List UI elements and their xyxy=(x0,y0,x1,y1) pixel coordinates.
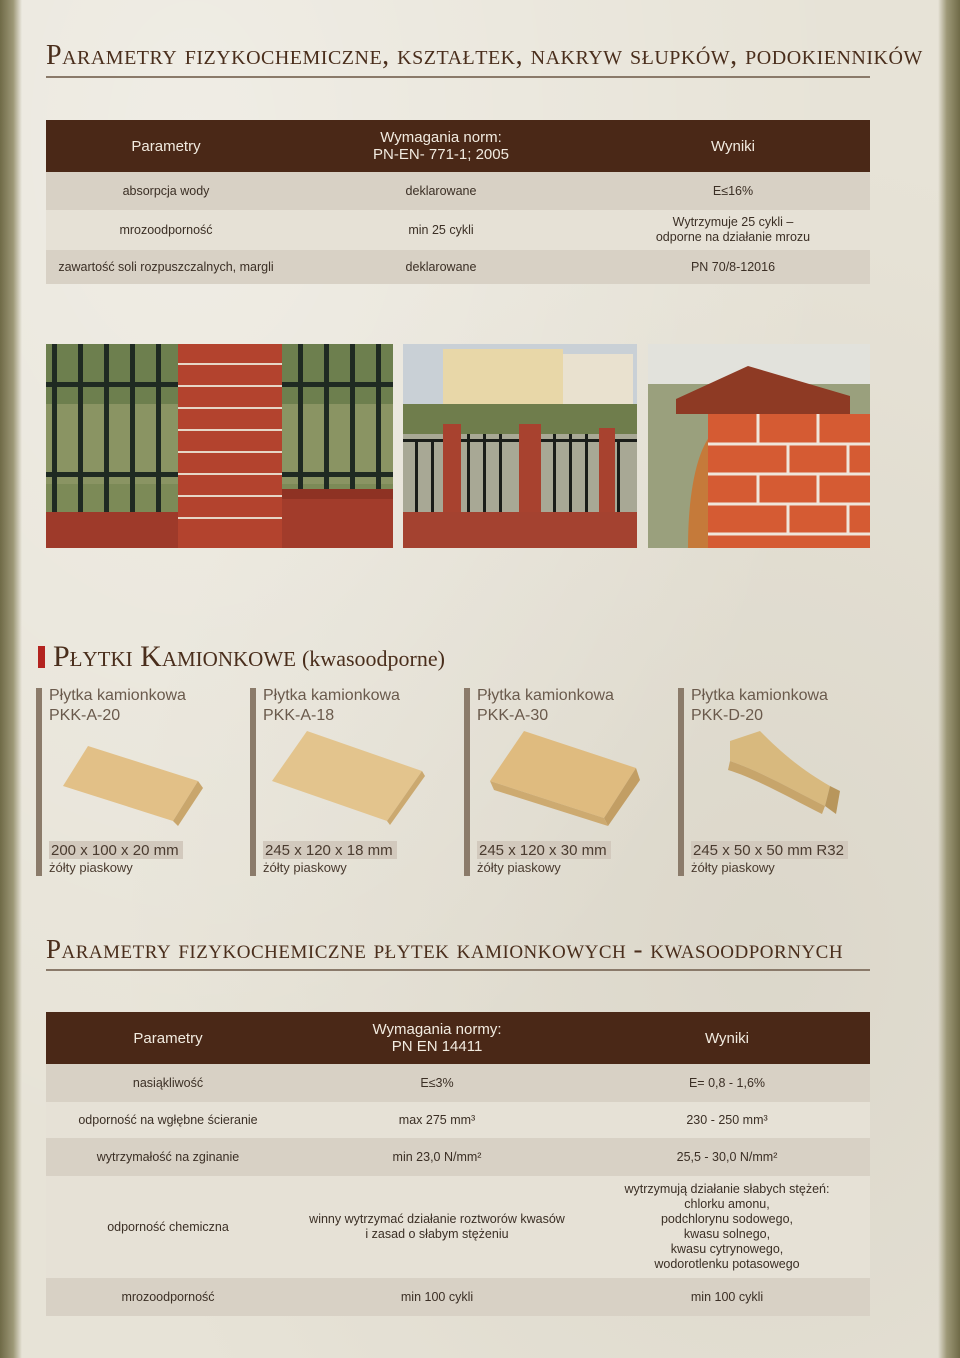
section-title: Płytki Kamionkowe xyxy=(53,640,296,673)
tile-color: żółty piaskowy xyxy=(691,860,775,875)
tile-dimensions: 245 x 120 x 18 mm xyxy=(263,841,397,859)
cell-param: absorpcja wody xyxy=(46,172,286,210)
tile-code: PKK-A-30 xyxy=(477,707,549,724)
right-border-decoration xyxy=(938,0,960,1358)
result-line: wytrzymują działanie słabych stężeń: xyxy=(624,1182,830,1196)
parameters-table-2 xyxy=(46,1012,870,1316)
cell-result: 25,5 - 30,0 N/mm² xyxy=(584,1138,870,1176)
header-wymagania-l1: Wymagania norm: xyxy=(380,129,502,146)
cell-result: E≤16% xyxy=(596,172,870,210)
table-row xyxy=(46,210,870,250)
cell-result: PN 70/8-12016 xyxy=(596,250,870,284)
cell-req: deklarowane xyxy=(286,172,596,210)
cell-param: wytrzymałość na zginanie xyxy=(46,1138,290,1176)
tile-name xyxy=(691,686,828,726)
header-parametry: Parametry xyxy=(46,1012,290,1064)
tile-name-l1: Płytka kamionkowa xyxy=(49,687,186,704)
cell-param: odporność chemiczna xyxy=(46,1176,290,1278)
cell-req: min 23,0 N/mm² xyxy=(290,1138,584,1176)
cell-req: deklarowane xyxy=(286,250,596,284)
header-wymagania-l2: PN EN 14411 xyxy=(391,1038,483,1055)
tile-image xyxy=(486,726,656,826)
tile-image xyxy=(58,726,228,826)
cell-req: min 100 cykli xyxy=(290,1278,584,1316)
cell-req-l1: winny wytrzymać działanie roztworów kwasów xyxy=(309,1212,565,1226)
table-row xyxy=(46,1102,870,1138)
tile-sidebar xyxy=(464,688,470,876)
tile-image xyxy=(700,726,870,826)
header-wymagania xyxy=(286,120,596,172)
cell-param: nasiąkliwość xyxy=(46,1064,290,1102)
tile-color: żółty piaskowy xyxy=(477,860,561,875)
heading-accent-bar xyxy=(38,646,45,668)
tile-dimensions: 245 x 120 x 30 mm xyxy=(477,841,611,859)
result-line: wodorotlenku potasowego xyxy=(654,1257,800,1271)
result-line: podchlorynu sodowego, xyxy=(660,1212,794,1226)
tile-name xyxy=(49,686,186,726)
cell-result-l1: Wytrzymuje 25 cykli – xyxy=(672,215,794,229)
section-heading-3: Parametry fizykochemiczne płytek kamionkowych - kwasoodpornych xyxy=(46,934,870,971)
tile-card-pkk-d-20 xyxy=(678,684,878,880)
tile-name-l1: Płytka kamionkowa xyxy=(691,687,828,704)
tile-name-l1: Płytka kamionkowa xyxy=(477,687,614,704)
tile-code: PKK-D-20 xyxy=(691,707,764,724)
tile-card-pkk-a-20 xyxy=(36,684,236,880)
header-wymagania-l2: PN-EN- 771-1; 2005 xyxy=(373,146,509,163)
tile-color: żółty piaskowy xyxy=(49,860,133,875)
header-wymagania-l1: Wymagania normy: xyxy=(372,1021,502,1038)
tile-name xyxy=(263,686,400,726)
tile-sidebar xyxy=(36,688,42,876)
result-line: kwasu cytrynowego, xyxy=(670,1242,784,1256)
cell-req: min 25 cykli xyxy=(286,210,596,250)
tile-card-pkk-a-30 xyxy=(464,684,664,880)
table-row xyxy=(46,250,870,284)
tile-card-pkk-a-18 xyxy=(250,684,450,880)
photo-brick-fence-houses xyxy=(403,344,637,548)
tile-code: PKK-A-18 xyxy=(263,707,335,724)
result-line: kwasu solnego, xyxy=(683,1227,771,1241)
parameters-table-1 xyxy=(46,120,870,284)
cell-result: 230 - 250 mm³ xyxy=(584,1102,870,1138)
table-row xyxy=(46,172,870,210)
cell-result: E= 0,8 - 1,6% xyxy=(584,1064,870,1102)
cell-result: min 100 cykli xyxy=(584,1278,870,1316)
cell-req-l2: i zasad o słabym stężeniu xyxy=(365,1227,509,1241)
cell-param: odporność na wgłębne ścieranie xyxy=(46,1102,290,1138)
tile-sidebar xyxy=(250,688,256,876)
tile-code: PKK-A-20 xyxy=(49,707,121,724)
tile-color: żółty piaskowy xyxy=(263,860,347,875)
left-border-decoration xyxy=(0,0,22,1358)
tile-dimensions: 200 x 100 x 20 mm xyxy=(49,841,183,859)
cell-req xyxy=(290,1176,584,1278)
section-heading-2 xyxy=(38,640,445,674)
result-line: chlorku amonu, xyxy=(684,1197,770,1211)
cell-param: mrozoodporność xyxy=(46,210,286,250)
section-heading-1: Parametry fizykochemiczne, kształtek, nakryw słupków, podokienników xyxy=(46,40,870,78)
table-row xyxy=(46,1064,870,1102)
cell-req: E≤3% xyxy=(290,1064,584,1102)
photo-pillar-cap xyxy=(648,344,870,548)
table-row xyxy=(46,1278,870,1316)
table-row xyxy=(46,1176,870,1278)
cell-param: zawartość soli rozpuszczalnych, margli xyxy=(46,250,286,284)
cell-result xyxy=(584,1176,870,1278)
table-row xyxy=(46,1138,870,1176)
table-header-row xyxy=(46,120,870,172)
cell-param: mrozoodporność xyxy=(46,1278,290,1316)
header-wyniki: Wyniki xyxy=(596,120,870,172)
header-parametry: Parametry xyxy=(46,120,286,172)
cell-result-l2: odporne na działanie mrozu xyxy=(655,230,811,244)
section-subtitle: (kwasoodporne) xyxy=(301,646,445,671)
photo-brick-pillar-fence xyxy=(46,344,393,548)
header-wymagania xyxy=(290,1012,584,1064)
tile-dimensions: 245 x 50 x 50 mm R32 xyxy=(691,841,848,859)
tile-sidebar xyxy=(678,688,684,876)
table-header-row xyxy=(46,1012,870,1064)
tile-image xyxy=(272,726,442,826)
tile-name xyxy=(477,686,614,726)
cell-req: max 275 mm³ xyxy=(290,1102,584,1138)
cell-result xyxy=(596,210,870,250)
tile-name-l1: Płytka kamionkowa xyxy=(263,687,400,704)
header-wyniki: Wyniki xyxy=(584,1012,870,1064)
